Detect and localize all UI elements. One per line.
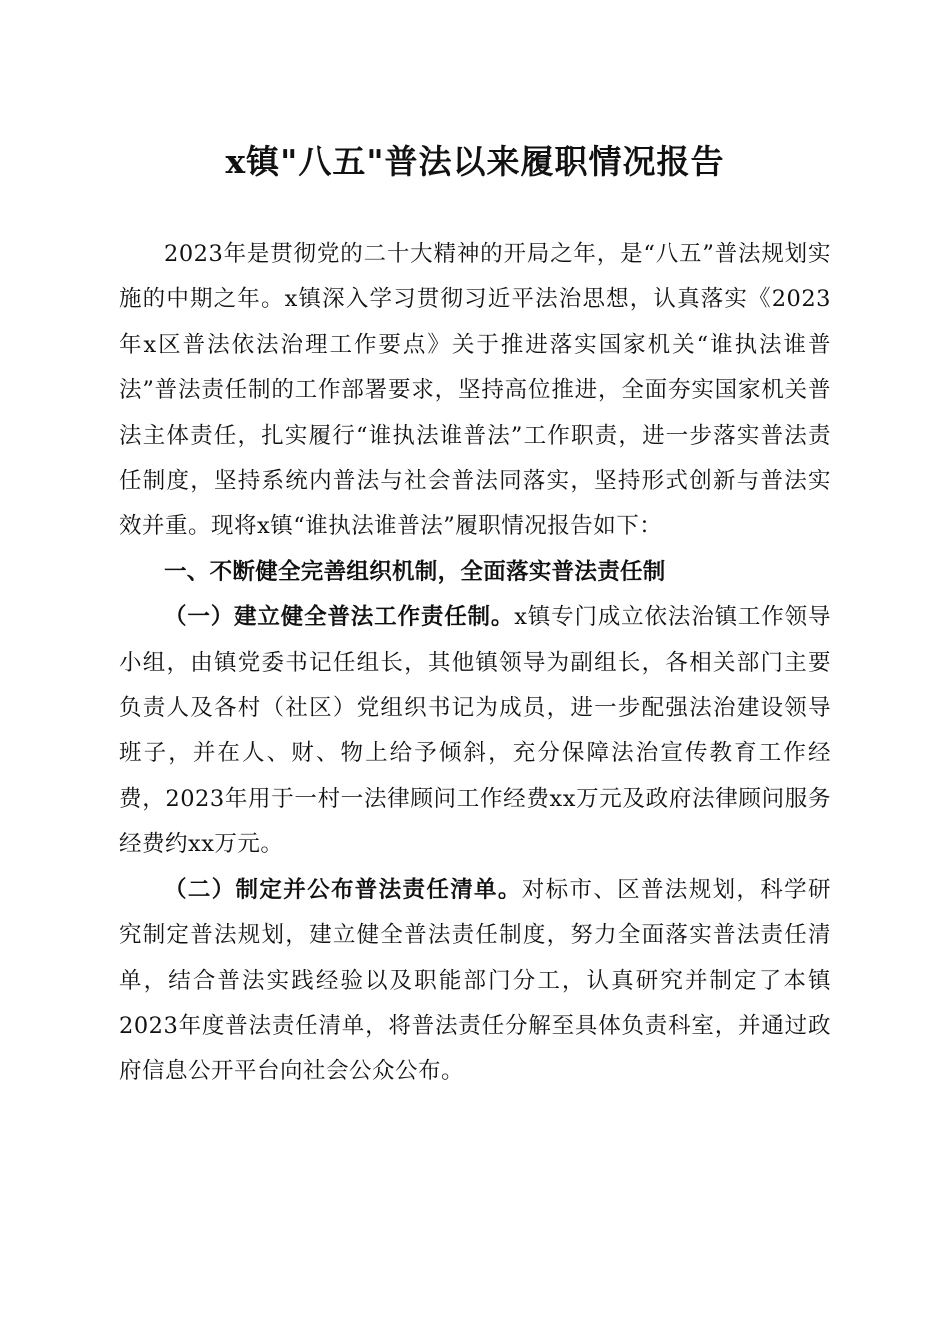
item-text-1: x镇专门成立依法治镇工作领导小组，由镇党委书记任组长，其他镇领导为副组长，各相关部门主要负责人及各村（社区）党组织书记为成员，进一步配强法治建设领导班子，并在人、财、物上给予倾斜，充分保障法治宣传教育工作经费，2023年用于一村一法律顾问工作经费xx万元及政府法律顾问服务经费约xx万元。 bbox=[119, 604, 831, 858]
item-paragraph-2 bbox=[119, 868, 831, 1095]
item-lead-1: （一）建立健全普法工作责任制。 bbox=[164, 604, 515, 631]
document-title: x镇"八五"普法以来履职情况报告 bbox=[225, 142, 725, 181]
section-heading-1: 一、不断健全完善组织机制，全面落实普法责任制 bbox=[164, 558, 666, 585]
intro-paragraph: 2023年是贯彻党的二十大精神的开局之年，是“八五”普法规划实施的中期之年。x镇深入学习贯彻习近平法治思想，认真落实《2023年x区普法依法治理工作要点》关于推进落实国家机关“谁执法谁普法”普法责任制的工作部署要求，坚持高位推进，全面夯实国家机关普法主体责任，扎实履行“谁执法谁普法”工作职责，进一步落实普法责任制度，坚持系统内普法与社会普法同落实，坚持形式创新与普法实效并重。现将x镇“谁执法谁普法”履职情况报告如下： bbox=[119, 241, 831, 540]
item-text-2: 对标市、区普法规划，科学研究制定普法规划，建立健全普法责任制度，努力全面落实普法责任清单，结合普法实践经验以及职能部门分工，认真研究并制定了本镇2023年度普法责任清单，将普法责任分解至具体负责科室，并通过政府信息公开平台向社会公众公布。 bbox=[119, 876, 831, 1085]
document-body bbox=[119, 232, 831, 1095]
item-lead-2: （二）制定并公布普法责任清单。 bbox=[164, 876, 522, 903]
item-paragraph-1 bbox=[119, 595, 831, 867]
